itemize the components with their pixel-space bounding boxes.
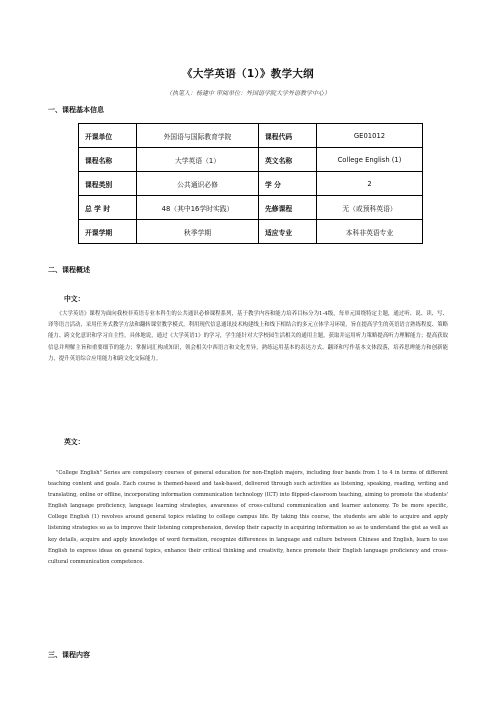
section-heading-basic-info: 一、课程基本信息 [48, 106, 104, 114]
info-value-cell: 外国语与国际教育学院 [137, 124, 259, 148]
info-label-cell: 学 分 [259, 172, 317, 196]
info-value-cell: 公共通识必修 [137, 172, 259, 196]
info-value-cell: 2 [317, 172, 423, 196]
info-value-cell: 本科非英语专业 [317, 220, 423, 244]
info-value-cell: 秋季学期 [137, 220, 259, 244]
chinese-heading: 中文： [64, 295, 85, 303]
info-table-row [79, 172, 423, 196]
chinese-overview-paragraph: 《大学英语》课程为面向我校非英语专业本科生的公共通识必修课程系列，基于教学内容和能力培养目标分为1-4级，每单元围绕特定主题，通过听、说、读、写、译等语言活动，采用任务式教学方法和翻转课堂教学模式，利用现代信息通讯技术构建线上和线下相结合的多元立体学习环境，旨在提高学生的英语语言熟练程度、策略能力、跨文化意识和学习自主性。具体地说，通过《大学英语1》的学习，学生能针对大学校园生活相关的通用主题，获取并运用听力策略提高听力理解能力；提高获取信息并理解主旨和重要细节的能力；掌握词汇构成知识，领会相关中西语言和文化差异，熟练运用基本的表达方式、翻译和写作基本文体段落，培养思辨能力和创新能力，提升英语综合应用能力和跨文化交际能力。 [48, 311, 448, 362]
info-label-cell: 先修课程 [259, 196, 317, 220]
course-info-table [78, 123, 423, 244]
section-heading-overview: 二、课程概述 [48, 266, 90, 274]
english-heading: 英文： [64, 438, 85, 446]
info-label-cell: 课程类别 [79, 172, 137, 196]
english-overview-paragraph: "College English" Series are compulsory courses of general education for non-English majors, including four bands from 1 to 4 in terms of different teaching content and goals. Each course is themed-based and task-based, delivered through such activities as listening, speaking, reading, writing and translating, online or offline, incorporating information communication technology (ICT) into flipped-classroom teaching, aiming to promote the students' English language proficiency, language learning strategies, awareness of cross-cultural communication and learner autonomy. To be more specific, College English (1) revolves around general topics relating to college campus life. By taking this course, the students are able to acquire and apply listening strategies so as to improve their listening comprehension, develop their capacity in acquiring information so as to understand the gist as well as key details, acquire and apply knowledge of word formation, recognize differences in language and culture between Chinese and English, learn to use English to express ideas on general topics, enhance their critical thinking and creativity, hence promote their English language proficiency and cross-cultural communication competence. [48, 470, 448, 565]
info-table-row [79, 196, 423, 220]
info-label-cell: 适应专业 [259, 220, 317, 244]
info-table-row [79, 124, 423, 148]
section-heading-content: 三、课程内容 [48, 651, 90, 659]
info-label-cell: 英文名称 [259, 148, 317, 172]
info-label-cell: 总 学 时 [79, 196, 137, 220]
page-title: 《大学英语（1）》教学大纲 [182, 68, 314, 80]
info-value-cell: 大学英语（1） [137, 148, 259, 172]
page-subtitle: （执笔人：杨建中 审阅单位：外国语学院大学外语教学中心） [166, 90, 330, 97]
info-table-row [79, 220, 423, 244]
info-value-cell: 无（或预科英语） [317, 196, 423, 220]
info-label-cell: 开课单位 [79, 124, 137, 148]
info-value-cell: GE01012 [317, 124, 423, 148]
info-label-cell: 开课学期 [79, 220, 137, 244]
info-table-row [79, 148, 423, 172]
info-label-cell: 课程代码 [259, 124, 317, 148]
info-value-cell: College English (1) [317, 148, 423, 172]
info-label-cell: 课程名称 [79, 148, 137, 172]
info-value-cell: 48（其中16学时实践） [137, 196, 259, 220]
